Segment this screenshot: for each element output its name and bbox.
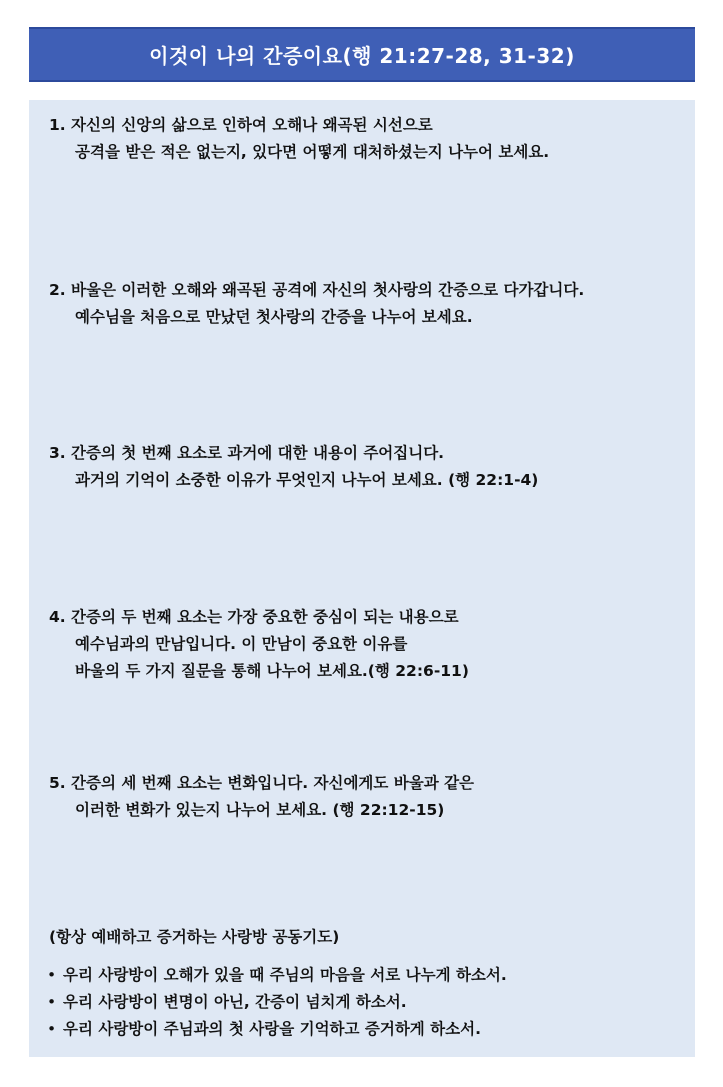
prayer-item-text: 우리 사랑방이 주님과의 첫 사랑을 기억하고 증거하게 하소서. [63,1020,481,1038]
bullet-icon: • [47,993,57,1011]
prayer-heading: (항상 예배하고 증거하는 사랑방 공동기도) [49,928,340,946]
bullet-icon: • [47,1020,57,1038]
question-text-line: 간증의 두 번째 요소는 가장 중요한 중심이 되는 내용으로 [71,608,459,626]
question-5 [49,770,474,824]
question-4 [49,604,469,685]
question-number: 1. [49,116,66,134]
question-text-line: 과거의 기억이 소중한 이유가 무엇인지 나누어 보세요. (행 22:1-4) [75,471,539,489]
prayer-item-text: 우리 사랑방이 변명이 아닌, 간증이 넘치게 하소서. [63,993,407,1011]
prayer-item [47,1016,507,1043]
question-2 [49,277,584,331]
question-text-line: 바울의 두 가지 질문을 통해 나누어 보세요.(행 22:6-11) [75,662,469,680]
prayer-item-text: 우리 사랑방이 오해가 있을 때 주님의 마음을 서로 나누게 하소서. [63,966,507,984]
prayer-item [47,962,507,989]
question-text-line: 예수님을 처음으로 만났던 첫사랑의 간증을 나누어 보세요. [75,308,473,326]
question-3 [49,440,538,494]
question-text-line: 이러한 변화가 있는지 나누어 보세요. (행 22:12-15) [75,801,445,819]
question-text-line: 예수님과의 만남입니다. 이 만남이 중요한 이유를 [75,635,408,653]
bullet-icon: • [47,966,57,984]
prayer-item [47,989,507,1016]
worksheet-content [29,100,695,1057]
question-number: 3. [49,444,66,462]
prayer-list [47,962,507,1043]
page-title: 이것이 나의 간증이요(행 21:27-28, 31-32) [149,44,575,68]
title-banner [29,27,695,82]
question-text-line: 바울은 이러한 오해와 왜곡된 공격에 자신의 첫사랑의 간증으로 다가갑니다. [71,281,585,299]
question-number: 5. [49,774,66,792]
question-text-line: 자신의 신앙의 삶으로 인하여 오해나 왜곡된 시선으로 [71,116,433,134]
question-number: 2. [49,281,66,299]
question-1 [49,112,549,166]
question-text-line: 공격을 받은 적은 없는지, 있다면 어떻게 대처하셨는지 나누어 보세요. [75,143,550,161]
question-text-line: 간증의 첫 번째 요소로 과거에 대한 내용이 주어집니다. [71,444,445,462]
question-text-line: 간증의 세 번째 요소는 변화입니다. 자신에게도 바울과 같은 [71,774,475,792]
question-number: 4. [49,608,66,626]
